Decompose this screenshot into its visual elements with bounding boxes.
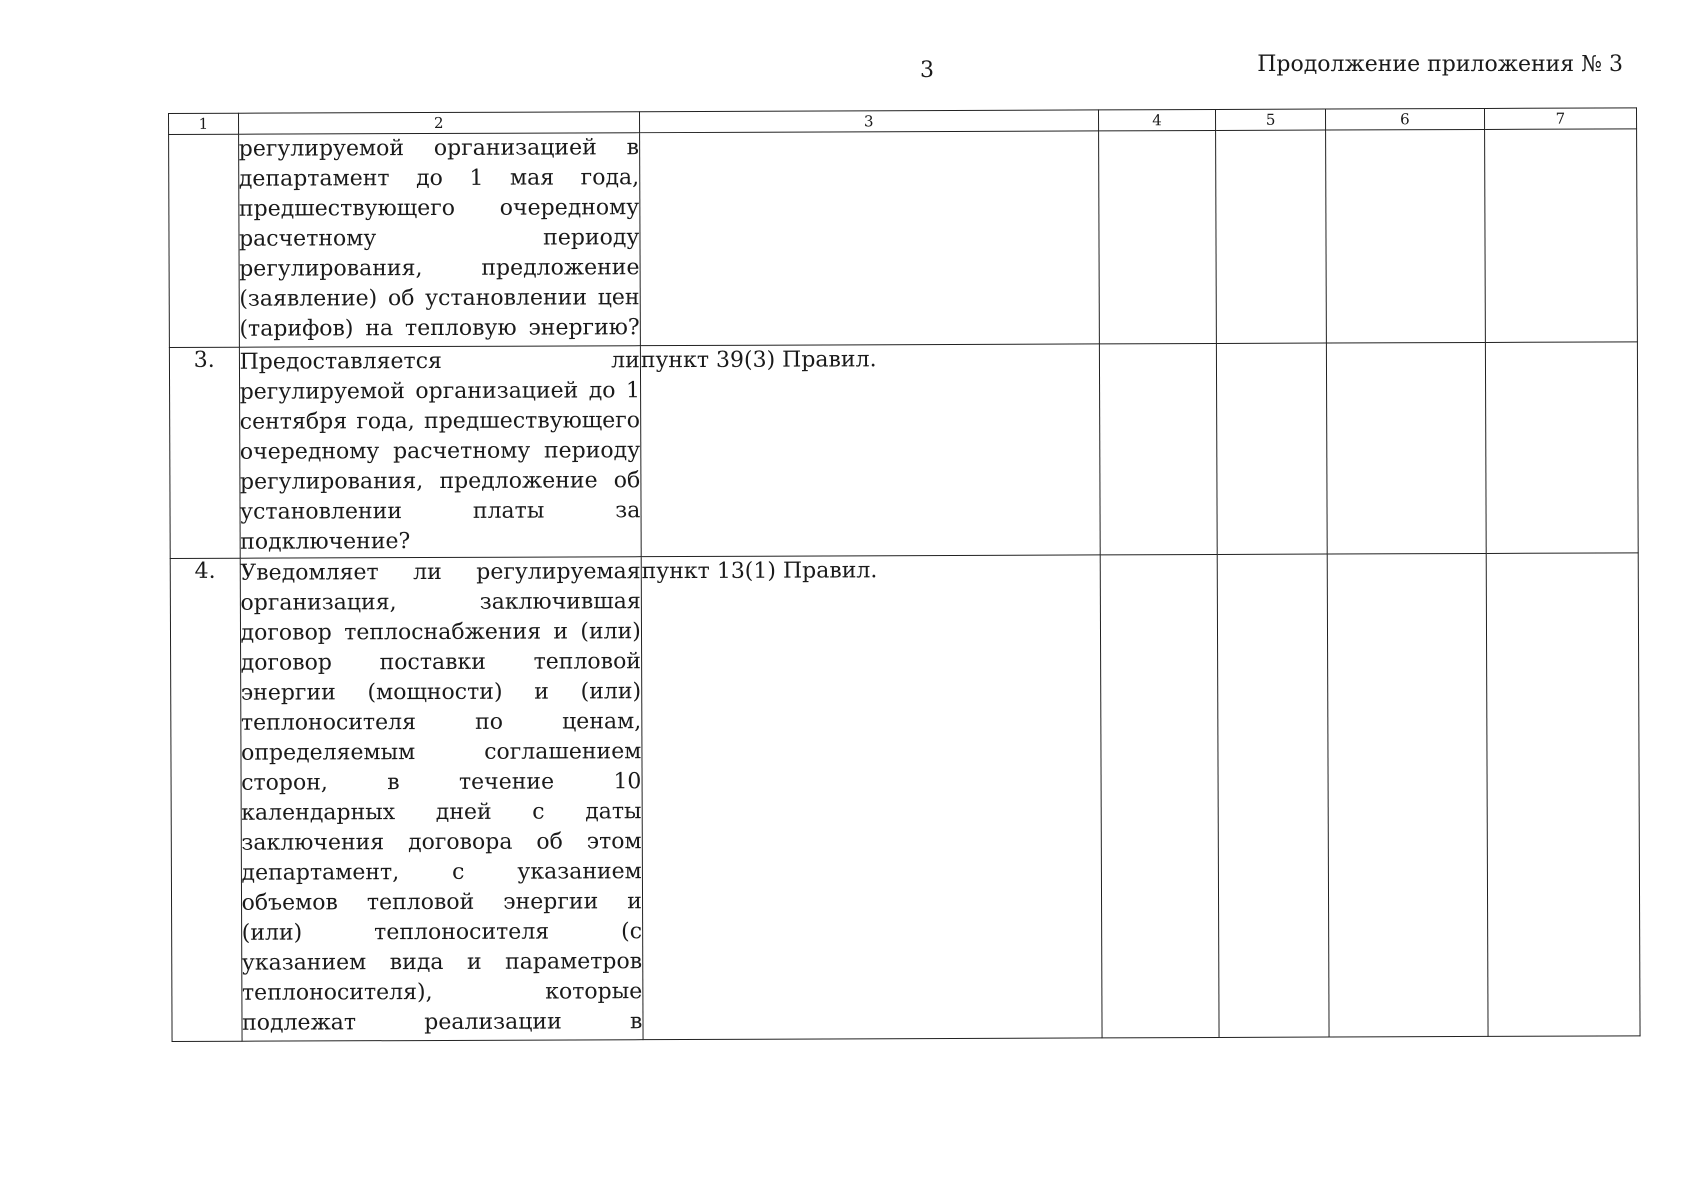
empty-cell [1326,342,1486,554]
reference-cell: пункт 39(3) Правил. [640,344,1100,557]
table-row [169,129,1638,348]
row-number [169,134,239,347]
question-text: регулируемой организацией в департамент до 1 мая года, предшествующего очередному расчетному периоду регулирования, предложение (заявление) об установлении цен (тарифов) на тепловую энергию? [238,135,640,342]
column-header-5: 5 [1216,109,1326,130]
column-header-2: 2 [238,112,639,135]
row-number: 4. [170,558,241,1041]
column-header-4: 4 [1098,109,1216,130]
empty-cell [1098,130,1216,343]
column-header-1: 1 [169,113,239,134]
column-header-3: 3 [639,110,1098,133]
question-cell [238,133,640,348]
empty-cell [1099,343,1217,554]
appendix-label: Продолжение приложения № 3 [1257,52,1623,77]
empty-cell [1326,129,1486,343]
question-text: Уведомляет ли регулируемая организация, заключившая договор теплоснабжения и (или) договор поставки тепловой энергии (мощности) и (или) теплоносителя по ценам, определяемым соглашением сторон, в течение 10 календарных дней с даты заключения договора об этом департамент, с указанием объемов тепловой энергии и (или) теплоносителя (с указанием вида и параметров теплоносителя), которые подлежат реализации в [240,559,643,1036]
empty-cell [1484,129,1637,343]
column-header-6: 6 [1325,108,1484,130]
reference-cell [639,131,1099,346]
empty-cell [1217,343,1328,554]
empty-cell [1327,553,1488,1037]
page-number: 3 [920,58,934,83]
question-cell [239,346,641,559]
empty-cell [1216,130,1327,343]
row-number: 3. [169,347,239,558]
reference-cell: пункт 13(1) Правил. [641,555,1102,1040]
column-header-7: 7 [1484,108,1636,130]
table-row [169,342,1638,559]
empty-cell [1485,342,1638,554]
empty-cell [1486,553,1640,1037]
empty-cell [1100,554,1219,1037]
empty-cell [1217,554,1329,1037]
question-cell [240,557,643,1042]
checklist-table [168,107,1641,1042]
table-row [170,553,1640,1042]
question-text: Предоставляется ли регулируемой организацией до 1 сентября года, предшествующего очередному расчетному периоду регулирования, предложение об установлении платы за подключение? [239,348,641,555]
